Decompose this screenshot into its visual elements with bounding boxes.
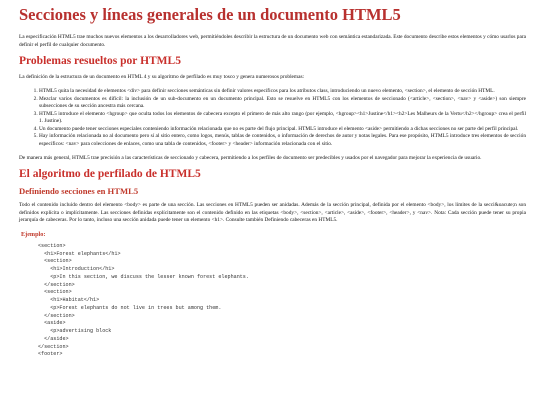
- section-heading-algorithm: El algoritmo de perfilado de HTML5: [19, 168, 201, 181]
- closing-paragraph: De manera más general, HTML5 trae precisión a las características de seccionado y cabecera, permitiendo a los perfiles de documento ser predecibles y usados por el navegador para mejorar la experiencia de usuario.: [19, 154, 482, 161]
- list-item: 3. HTML5 introduce el elemento <hgroup> que oculta todos los elementos de cabecera excepto el primero de más alto rango (por ejemplo, <hgroup><h1>Justine</h1><h2>Les Malheurs de la Vertu</h2></hgroup> crea el perfil 1. Justine).: [39, 111, 526, 126]
- intro-paragraph: La especificación HTML5 trae muchos nuevos elementos a los desarrolladores web, permitiéndoles describir la estructura de un documento web con semántica estandarizada. Este documento describe estos elementos y cómo usarlos para definir el perfil de cualquier documento.: [19, 33, 526, 48]
- list-item: 2. Mezclar varios documentos es difícil: la inclusión de un sub-documento en un documento principal. Esto se resuelve en HTML5 con los elementos de seccionado (<article>, <section>, <nav> y <aside>) son siempre subsecciones de su sección ancestra más cercana.: [39, 96, 526, 111]
- example-label: Ejemplo:: [21, 230, 46, 238]
- code-example: <section> <h1>Forest elephants</h1> <section> <h1>Introduction</h1> <p>In this section, we discuss the lesser known forest elephants. </section> <section> <h1>Habitat</h1> <p>Forest elephants do not live in trees but among them. </section> <aside> <p>advertising block </aside> </section> <footer>: [38, 242, 249, 358]
- sections-paragraph: Todo el contenido incluido dentro del elemento <body> es parte de una sección. Las secciones en HTML5 pueden ser anidadas. Además de la sección principal, definida por el elemento <body>, los límites de la secci&oacute;n son definidos explícita o implícitamente. Las secciones definidas explícitamente son el contenido definido en las etiquetas <body>, <section>, <article>, <aside>, <footer>, <header>, y <nav>. Nota: Cada sección puede tener su propia jerarquía de cabeceras. Por lo tanto, incluso una sección anidada puede tener un elemento <h1>. Consulte también Definiendo cabeceras en HTML5.: [19, 202, 526, 224]
- section-heading-problems: Problemas resueltos por HTML5: [19, 55, 181, 68]
- list-item: 1. HTML5 quita la necesidad de elementos <div> para definir secciones semánticas sin definir valores específicos para los atributos class, introduciendo un nuevo elemento, <section>, el elemento de sección HTML.: [39, 88, 526, 96]
- list-item: 5. Hay información relacionada no al documento pero sí al sitio entero, como logos, menús, tablas de contenidos, o información de derechos de autor y notas legales. Para ese propósito, HTML5 introduce tres elementos de sección específicos: <nav> para colecciones de enlaces, como una tabla de contenidos, <footer> y <header> información relacionada con el sitio.: [39, 133, 526, 148]
- list-item: 4. Un documento puede tener secciones especiales conteniendo información relacionada que no es parte del flujo principal. HTML5 introduce el elemento <aside> permitiendo a dichas secciones no ser parte del perfil principal.: [39, 126, 526, 134]
- problems-paragraph: La definición de la estructura de un documento en HTML 4 y su algoritmo de perfilado es muy tosco y genera numerosos problemas:: [19, 74, 305, 81]
- subsection-heading: Definiendo secciones en HTML5: [19, 186, 139, 197]
- page-title: Secciones y líneas generales de un documento HTML5: [19, 5, 401, 24]
- problems-list: [19, 88, 526, 149]
